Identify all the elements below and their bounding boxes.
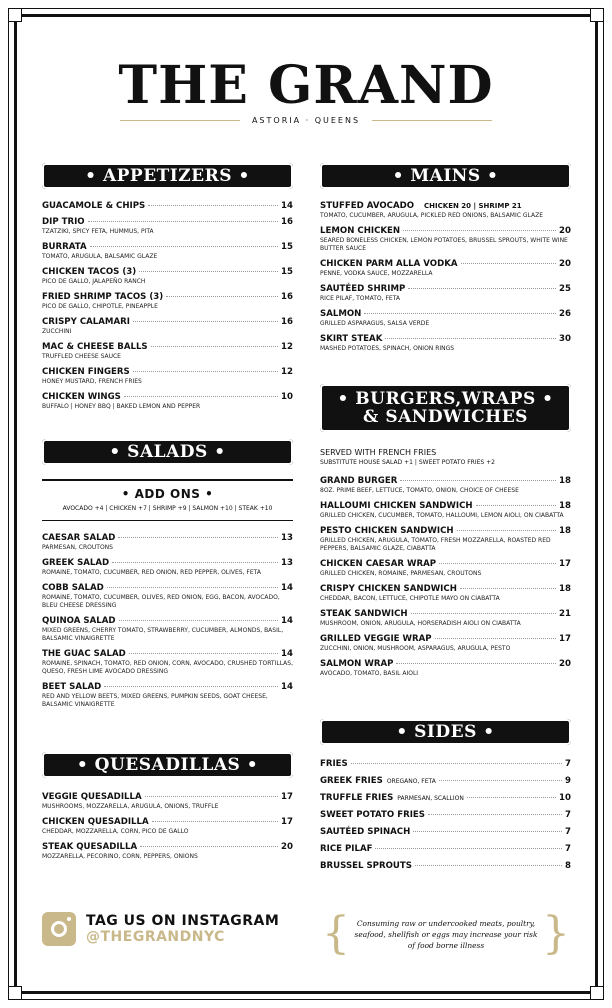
addons-list: AVOCADO +4 | CHICKEN +7 | SHRIMP +9 | SALMON +10 | STEAK +10 xyxy=(62,504,273,512)
item-description: ZUCCHINI xyxy=(42,328,72,335)
item-price: 16 xyxy=(281,317,293,327)
item-price: 20 xyxy=(281,842,293,852)
item-description: PICO DE GALLO, JALAPEÑO RANCH xyxy=(42,278,146,285)
salads-list xyxy=(42,533,293,709)
item-name: DIP TRIO xyxy=(42,217,85,227)
item-name: COBB SALAD xyxy=(42,583,104,593)
quesadillas-section xyxy=(42,752,293,867)
item-name: GUACAMOLE & CHIPS xyxy=(42,201,146,211)
item-name: STUFFED AVOCADO xyxy=(320,201,415,211)
item-row xyxy=(320,559,571,569)
item-description: AVOCADO, TOMATO, BASIL AIOLI xyxy=(320,670,419,677)
list-item xyxy=(42,616,293,643)
item-price: 7 xyxy=(565,844,571,854)
item-row xyxy=(42,292,293,302)
item-name: SWEET POTATO FRIES xyxy=(320,810,425,820)
burgers-banner-line: • BURGERS,WRAPS • xyxy=(337,389,554,409)
list-item xyxy=(42,367,293,386)
location-label: ASTORIA · QUEENS xyxy=(251,116,361,125)
item-price: 12 xyxy=(281,367,293,377)
item-description: GRILLED CHICKEN, CUCUMBER, TOMATO, HALLOUMI, LEMON AIOLI, ON CIABATTA xyxy=(320,512,564,519)
list-item xyxy=(320,810,571,820)
item-price: 7 xyxy=(565,759,571,769)
item-price: 12 xyxy=(281,342,293,352)
list-item xyxy=(42,649,293,676)
list-item xyxy=(320,476,571,495)
instagram-handle[interactable]: @THEGRANDNYC xyxy=(86,929,225,945)
item-description: BUFFALO | HONEY BBQ | BAKED LEMON AND PEPPER xyxy=(42,403,201,410)
mains-section xyxy=(320,163,571,359)
item-name: SALMON WRAP xyxy=(320,659,394,669)
leader-dots xyxy=(364,313,556,314)
item-name: BEET SALAD xyxy=(42,682,102,692)
item-price: 18 xyxy=(559,476,571,486)
item-row xyxy=(320,759,571,769)
item-row xyxy=(320,334,571,344)
item-name: SALMON xyxy=(320,309,362,319)
quesadillas-list xyxy=(42,792,293,861)
item-row xyxy=(42,558,293,568)
divider xyxy=(42,520,293,522)
leader-dots xyxy=(428,814,562,815)
item-row xyxy=(42,201,293,211)
item-row xyxy=(320,476,571,486)
item-row xyxy=(320,861,571,871)
instagram-title: TAG US ON INSTAGRAM xyxy=(86,913,280,929)
list-item xyxy=(320,226,571,253)
item-row xyxy=(320,844,571,854)
item-price: 17 xyxy=(559,559,571,569)
item-name: CHICKEN TACOS (3) xyxy=(42,267,137,277)
item-name: FRIES xyxy=(320,759,348,769)
leader-dots xyxy=(408,288,556,289)
leader-dots xyxy=(460,588,556,589)
list-item xyxy=(42,267,293,286)
list-item xyxy=(320,559,571,578)
item-name: BURRATA xyxy=(42,242,87,252)
leader-dots xyxy=(411,613,556,614)
leader-dots xyxy=(415,865,562,866)
item-row xyxy=(42,583,293,593)
quesadillas-banner: • QUESADILLAS • xyxy=(42,752,293,778)
item-price: 14 xyxy=(281,616,293,626)
notice-text: Consuming raw or undercooked meats, poultry, seafood, shellfish or eggs may increase your risk of food borne illness xyxy=(354,918,538,950)
item-price: 8 xyxy=(565,861,571,871)
list-item xyxy=(320,827,571,837)
leader-dots xyxy=(148,205,278,206)
item-price: 16 xyxy=(281,217,293,227)
item-name: CHICKEN WINGS xyxy=(42,392,121,402)
item-row xyxy=(320,526,571,536)
item-price: 7 xyxy=(565,827,571,837)
list-item xyxy=(320,609,571,628)
item-description: PICO DE GALLO, CHIPOTLE, PINEAPPLE xyxy=(42,303,158,310)
item-name: THE GUAC SALAD xyxy=(42,649,126,659)
item-description: PENNE, VODKA SAUCE, MOZZARELLA xyxy=(320,270,433,277)
instagram-callout xyxy=(42,912,279,946)
item-description: GRILLED CHICKEN, ARUGULA, TOMATO, FRESH MOZZARELLA, ROASTED RED PEPPERS, BALSAMIC GLAZE, CIABATTA xyxy=(320,537,551,552)
addons-title: • ADD ONS • xyxy=(121,486,214,501)
item-price: 13 xyxy=(281,533,293,543)
list-item xyxy=(42,682,293,709)
item-name: LEMON CHICKEN xyxy=(320,226,401,236)
health-notice xyxy=(322,906,570,962)
list-item xyxy=(320,659,571,678)
item-row xyxy=(320,609,571,619)
appetizers-list xyxy=(42,201,293,411)
mains-list xyxy=(320,226,571,353)
list-item xyxy=(42,317,293,336)
leader-dots xyxy=(375,848,562,849)
item-name: CHICKEN FINGERS xyxy=(42,367,130,377)
sides-section xyxy=(320,719,571,878)
item-row xyxy=(320,259,571,269)
item-description: RED AND YELLOW BEETS, MIXED GREENS, PUMPKIN SEEDS, GOAT CHEESE, BALSAMIC VINAIGRETTE xyxy=(42,693,268,708)
item-row xyxy=(42,792,293,802)
item-price: 25 xyxy=(559,284,571,294)
item-price: 10 xyxy=(281,392,293,402)
leader-dots xyxy=(400,480,556,481)
mains-banner: • MAINS • xyxy=(320,163,571,189)
item-row xyxy=(320,284,571,294)
item-name: HALLOUMI CHICKEN SANDWICH xyxy=(320,501,473,511)
burgers-list xyxy=(320,476,571,678)
item-row xyxy=(320,776,571,786)
item-price-options: CHICKEN 20 | SHRIMP 21 xyxy=(424,202,522,210)
item-price: 15 xyxy=(281,242,293,252)
item-row xyxy=(320,584,571,594)
leader-dots xyxy=(124,396,278,397)
item-name: CHICKEN QUESADILLA xyxy=(42,817,149,827)
leader-dots xyxy=(145,796,278,797)
item-price: 9 xyxy=(565,776,571,786)
burgers-banner-line: & SANDWICHES xyxy=(363,407,528,427)
item-row xyxy=(42,242,293,252)
item-name: SAUTÉED SPINACH xyxy=(320,827,411,837)
corner-ornament xyxy=(590,8,604,22)
leader-dots xyxy=(112,562,278,563)
leader-dots xyxy=(403,230,556,231)
list-item xyxy=(42,201,293,211)
item-row xyxy=(320,827,571,837)
sides-list xyxy=(320,759,571,871)
item-row xyxy=(320,226,571,236)
item-price: 20 xyxy=(559,226,571,236)
item-price: 10 xyxy=(559,793,571,803)
item-price: 16 xyxy=(281,292,293,302)
leader-dots xyxy=(119,620,279,621)
list-item xyxy=(320,584,571,603)
item-name: SKIRT STEAK xyxy=(320,334,383,344)
leader-dots xyxy=(461,263,556,264)
item-name: QUINOA SALAD xyxy=(42,616,116,626)
item-description: SEARED BONELESS CHICKEN, LEMON POTATOES, BRUSSEL SPROUTS, WHITE WINE BUTTER SAUCE xyxy=(320,237,568,252)
left-brace-icon: { xyxy=(322,908,350,959)
item-description: ROMAINE, TOMATO, CUCUMBER, RED ONION, RED PEPPER, OLIVES, FETA xyxy=(42,569,261,576)
list-item xyxy=(42,392,293,411)
leader-dots xyxy=(396,663,556,664)
leader-dots xyxy=(133,321,278,322)
leader-dots xyxy=(151,346,278,347)
item-description: ZUCCHINI, ONION, MUSHROOM, ASPARAGUS, ARUGULA, PESTO xyxy=(320,645,511,652)
list-item xyxy=(42,342,293,361)
item-row xyxy=(320,634,571,644)
right-brace-icon: } xyxy=(542,908,570,959)
appetizers-banner: • APPETIZERS • xyxy=(42,163,293,189)
item-name: MAC & CHEESE BALLS xyxy=(42,342,148,352)
item-description: MOZZARELLA, PECORINO, CORN, PEPPERS, ONIONS xyxy=(42,853,198,860)
item-row xyxy=(320,201,571,211)
burgers-banner xyxy=(320,384,571,432)
item-description: MIXED GREENS, CHERRY TOMATO, STRAWBERRY, CUCUMBER, ALMONDS, BASIL, BALSAMIC VINAIGRETTE xyxy=(42,627,284,642)
item-row xyxy=(320,659,571,669)
list-item xyxy=(42,583,293,610)
item-name: TRUFFLE FRIES xyxy=(320,793,394,803)
leader-dots xyxy=(140,846,278,847)
item-name: GREEK FRIES xyxy=(320,776,383,786)
leader-dots xyxy=(166,296,278,297)
item-row xyxy=(42,392,293,402)
item-name: VEGGIE QUESADILLA xyxy=(42,792,142,802)
leader-dots xyxy=(104,686,278,687)
item-row xyxy=(42,217,293,227)
list-item xyxy=(42,792,293,811)
item-row xyxy=(42,533,293,543)
leader-dots xyxy=(129,653,278,654)
list-item xyxy=(320,861,571,871)
list-item xyxy=(42,242,293,261)
divider xyxy=(120,120,240,121)
restaurant-name: THE GRAND xyxy=(118,55,494,116)
instagram-icon xyxy=(42,912,76,946)
list-item xyxy=(42,842,293,861)
item-name: GRAND BURGER xyxy=(320,476,398,486)
item-price: 20 xyxy=(559,659,571,669)
location-row xyxy=(0,116,612,125)
item-price: 17 xyxy=(559,634,571,644)
leader-dots xyxy=(476,505,556,506)
leader-dots xyxy=(133,371,278,372)
divider xyxy=(42,479,293,481)
item-price: 14 xyxy=(281,583,293,593)
divider xyxy=(372,120,492,121)
item-name: RICE PILAF xyxy=(320,844,373,854)
menu-header xyxy=(0,55,612,125)
item-description: HONEY MUSTARD, FRENCH FRIES xyxy=(42,378,142,385)
item-description: MUSHROOMS, MOZZARELLA, ARUGULA, ONIONS, TRUFFLE xyxy=(42,803,219,810)
leader-dots xyxy=(152,821,278,822)
leader-dots xyxy=(385,338,556,339)
item-description: GRILLED CHICKEN, ROMAINE, PARMESAN, CROUTONS xyxy=(320,570,482,577)
leader-dots xyxy=(439,780,562,781)
item-description: 8OZ. PRIME BEEF, LETTUCE, TOMATO, ONION, CHOICE OF CHEESE xyxy=(320,487,519,494)
item-price: 21 xyxy=(559,609,571,619)
list-item xyxy=(320,759,571,769)
list-item xyxy=(42,292,293,311)
list-item xyxy=(42,533,293,552)
list-item xyxy=(320,501,571,520)
leader-dots xyxy=(351,763,562,764)
burgers-section xyxy=(320,384,571,684)
item-row xyxy=(320,501,571,511)
list-item xyxy=(320,776,571,786)
corner-ornament xyxy=(590,986,604,1000)
leader-dots xyxy=(413,831,562,832)
item-name: BRUSSEL SPROUTS xyxy=(320,861,412,871)
item-price: 18 xyxy=(559,584,571,594)
item-description: RICE PILAF, TOMATO, FETA xyxy=(320,295,401,302)
corner-ornament xyxy=(8,986,22,1000)
left-column xyxy=(42,163,293,417)
item-name: STEAK SANDWICH xyxy=(320,609,408,619)
leader-dots xyxy=(439,563,556,564)
list-item xyxy=(42,217,293,236)
item-price: 18 xyxy=(559,526,571,536)
item-row xyxy=(320,793,571,803)
list-item xyxy=(320,526,571,553)
item-price: 14 xyxy=(281,201,293,211)
item-price: 14 xyxy=(281,682,293,692)
item-inline-description: PARMESAN, SCALLION xyxy=(397,795,464,802)
salads-section xyxy=(42,439,293,715)
item-price: 7 xyxy=(565,810,571,820)
served-with: SERVED WITH FRENCH FRIES xyxy=(320,448,437,457)
leader-dots xyxy=(118,537,278,538)
list-item xyxy=(42,558,293,577)
leader-dots xyxy=(90,246,278,247)
item-description: PARMESAN, CROUTONS xyxy=(42,544,113,551)
substitute-options: SUBSTITUTE HOUSE SALAD +1 | SWEET POTATO FRIES +2 xyxy=(320,459,495,466)
item-description: ROMAINE, TOMATO, CUCUMBER, OLIVES, RED ONION, EGG, BACON, AVOCADO, BLEU CHEESE DRESSING xyxy=(42,594,280,609)
item-price: 17 xyxy=(281,817,293,827)
item-inline-description: OREGANO, FETA xyxy=(386,778,436,785)
list-item xyxy=(42,817,293,836)
item-description: TOMATO, ARUGULA, BALSAMIC GLAZE xyxy=(42,253,158,260)
item-name: CAESAR SALAD xyxy=(42,533,116,543)
item-row xyxy=(42,842,293,852)
item-price: 20 xyxy=(559,259,571,269)
item-name: SAUTÉED SHRIMP xyxy=(320,284,406,294)
list-item xyxy=(320,284,571,303)
list-item xyxy=(320,634,571,653)
item-name: CRISPY CHICKEN SANDWICH xyxy=(320,584,457,594)
item-name: FRIED SHRIMP TACOS (3) xyxy=(42,292,164,302)
item-description: GRILLED ASPARAGUS, SALSA VERDE xyxy=(320,320,430,327)
item-price: 17 xyxy=(281,792,293,802)
item-name: CRISPY CALAMARI xyxy=(42,317,130,327)
item-row xyxy=(320,810,571,820)
item-name: GREEK SALAD xyxy=(42,558,110,568)
item-row xyxy=(42,317,293,327)
sides-banner: • SIDES • xyxy=(320,719,571,745)
leader-dots xyxy=(139,271,278,272)
item-price: 15 xyxy=(281,267,293,277)
item-row xyxy=(42,616,293,626)
item-price: 26 xyxy=(559,309,571,319)
item-description: MUSHROOM, ONION, ARUGULA, HORSERADISH AIOLI ON CIABATTA xyxy=(320,620,521,627)
item-description: CHEDDAR, MOZZARELLA, CORN, PICO DE GALLO xyxy=(42,828,189,835)
item-price: 13 xyxy=(281,558,293,568)
item-description: ROMAINE, SPINACH, TOMATO, RED ONION, CORN, AVOCADO, CRUSHED TORTILLAS, QUESO, FRESH LIME AVOCADO DRESSING xyxy=(42,660,293,675)
salads-banner: • SALADS • xyxy=(42,439,293,465)
list-item xyxy=(320,844,571,854)
item-row xyxy=(42,342,293,352)
corner-ornament xyxy=(8,8,22,22)
list-item xyxy=(320,334,571,353)
list-item xyxy=(320,201,571,220)
item-name: PESTO CHICKEN SANDWICH xyxy=(320,526,454,536)
leader-dots xyxy=(88,221,278,222)
item-row xyxy=(320,309,571,319)
item-name: CHICKEN PARM ALLA VODKA xyxy=(320,259,458,269)
item-price: 18 xyxy=(559,501,571,511)
item-description: TZATZIKI, SPICY FETA, HUMMUS, PITA xyxy=(42,228,154,235)
list-item xyxy=(320,309,571,328)
item-name: STEAK QUESADILLA xyxy=(42,842,138,852)
list-item xyxy=(320,259,571,278)
item-row xyxy=(42,267,293,277)
item-row xyxy=(42,682,293,692)
item-row xyxy=(42,367,293,377)
item-price: 14 xyxy=(281,649,293,659)
list-item xyxy=(320,793,571,803)
item-name: CHICKEN CAESAR WRAP xyxy=(320,559,437,569)
item-price: 30 xyxy=(559,334,571,344)
leader-dots xyxy=(435,638,556,639)
leader-dots xyxy=(457,530,556,531)
leader-dots xyxy=(467,797,556,798)
item-name: GRILLED VEGGIE WRAP xyxy=(320,634,432,644)
item-description: TRUFFLED CHEESE SAUCE xyxy=(42,353,121,360)
item-row xyxy=(42,649,293,659)
item-description: MASHED POTATOES, SPINACH, ONION RINGS xyxy=(320,345,455,352)
leader-dots xyxy=(107,587,278,588)
item-description: TOMATO, CUCUMBER, ARUGULA, PICKLED RED ONIONS, BALSAMIC GLAZE xyxy=(320,212,543,219)
item-row xyxy=(42,817,293,827)
item-description: CHEDDAR, BACON, LETTUCE, CHIPOTLE MAYO ON CIABATTA xyxy=(320,595,500,602)
